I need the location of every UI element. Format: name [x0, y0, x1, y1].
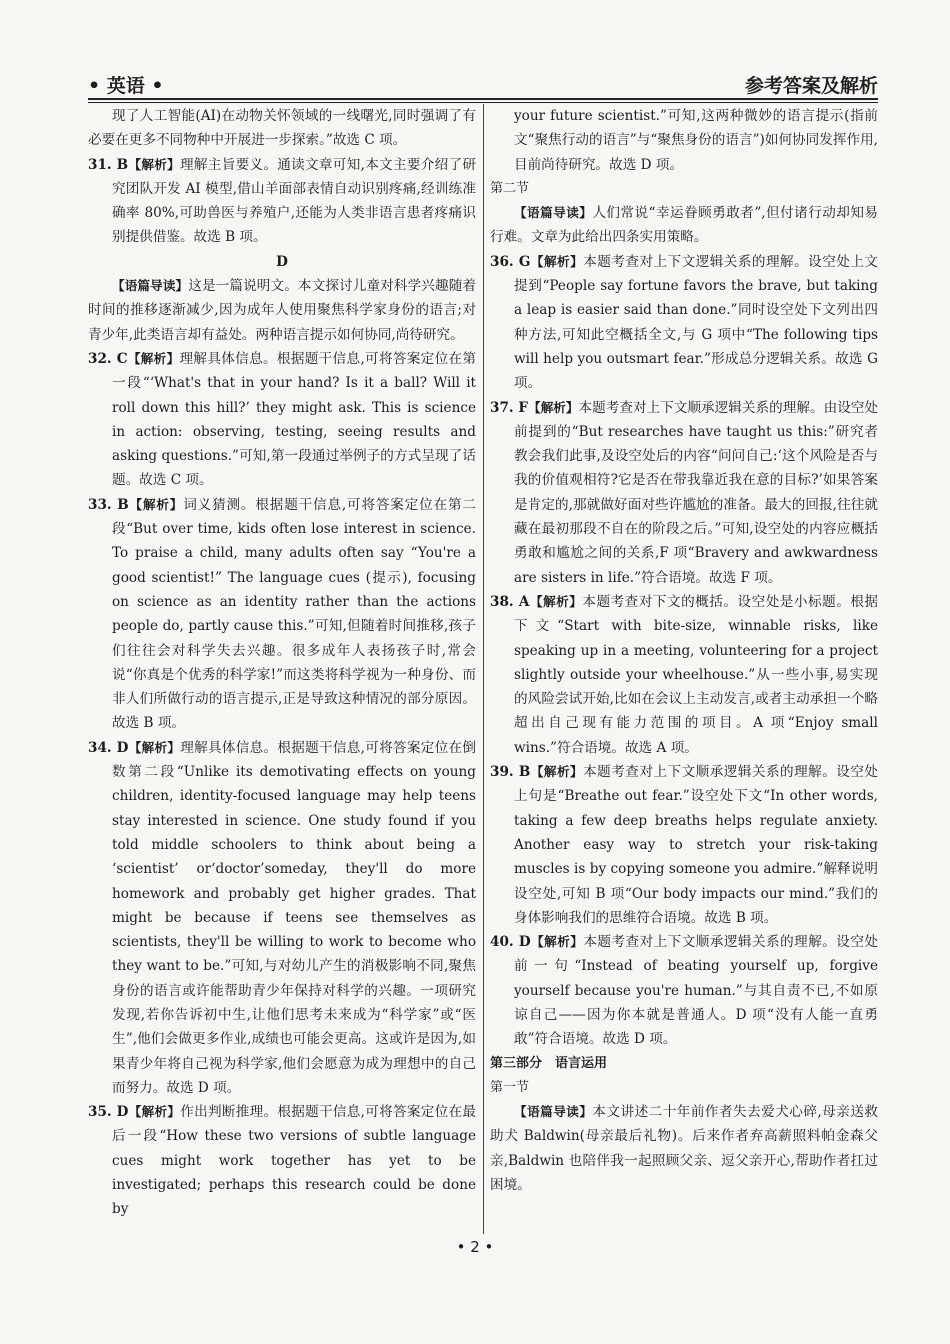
analysis-tag: 【解析】 [529, 593, 583, 609]
answer-number: 35. D [88, 1104, 129, 1121]
guide-tag: 【语篇导读】 [514, 1104, 593, 1120]
answer-number: 36. G [490, 253, 531, 270]
analysis-tag: 【解析】 [127, 350, 180, 366]
answer-text: 本题考查对上下文顺承逻辑关系的理解。设空处上句是“Breathe out fear.”设空处下文“In other words, taking a few deep breaths helps regulate anxiety. Another easy way to stretch your risk-taking muscles is by copying someone you admire.”解释说明设空处,可知 B 项“Our body impacts our mind.”我们的身体影响我们的思维符合语境。故选 B 项。 [514, 764, 879, 926]
answer-35 [88, 1100, 476, 1221]
answer-number: 34. D [88, 739, 129, 756]
answer-number: 39. B [490, 764, 531, 781]
answer-text: 理解具体信息。根据题干信息,可将答案定位在倒数第二段“Unlike its demotivating effects on young children, identity-focused language may help teens stay interested in science. One study found if you told middle schoolers to think about being a ‘scientist’ or‘doctor’someday, they'll do more homework and probably get higher grades. That might be because if teens see themselves as scientists, they'll be willing to work to become who they want to be.”可知,与对幼儿产生的消极影响不同,聚焦身份的语言或许能帮助青少年保持对科学的兴趣。一项研究发现,若你告诉初中生,让他们思考未来成为“科学家”或“医生”,他们会做更多作业,成绩也可能会更高。这或许是因为,如果青少年将自己视为科学家,他们会愿意为成为理想中的自己而努力。故选 D 项。 [112, 739, 477, 1096]
guide-tag: 【语篇导读】 [514, 205, 593, 221]
answer-text: 作出判断推理。根据题干信息,可将答案定位在最后一段“How these two versions of subtle language cues might work together has yet to be investigated; perhaps this research could be done by [112, 1104, 477, 1218]
continued-answer-30: 现了人工智能(AI)在动物关怀领域的一线曙光,同时强调了有必要在更多不同物种中开展进一步探索。”故选 C 项。 [88, 108, 476, 149]
guide-text: 这是一篇说明文。本文探讨儿童对科学兴趣随着时间的推移逐渐减少,因为成年人使用聚焦科学家身份的语言;对青少年,此类语言却有益处。两种语言提示如何协同,尚待研究。 [88, 278, 477, 343]
page-number: • 2 • [456, 1238, 494, 1256]
header-rule [88, 98, 878, 100]
answer-text: 本题考查对下文的概括。设空处是小标题。根据下文“Start with bite-size, winnable risks, like speaking up in a meeting, volunteering for a project slightly outside your wheelhouse.”从一些小事,易实现的风险尝试开始,比如在会议上主动发言,或者主动承担一个略超出自己现有能力范围的项目。A 项“Enjoy small wins.”符合语境。故选 A 项。 [514, 593, 879, 756]
guide-text: 本文讲述二十年前作者失去爱犬心碎,母亲送救助犬 Baldwin(母亲最后礼物)。后来作者弃高薪照料帕金森父亲,Baldwin 也陪伴我一起照顾父亲、逗父亲开心,帮助作者扛过困境。 [490, 1104, 878, 1194]
subject-label: • 英语 • [88, 75, 164, 97]
analysis-tag: 【解析】 [528, 399, 579, 415]
header-title: 参考答案及解析 [744, 75, 878, 97]
section-heading-1: 第一节 [490, 1079, 530, 1095]
section-heading-2: 第二节 [490, 180, 530, 196]
answer-38 [490, 590, 878, 760]
analysis-tag: 【解析】 [128, 156, 181, 172]
right-column [490, 104, 878, 1197]
page-header [88, 70, 878, 98]
analysis-tag: 【解析】 [128, 496, 184, 512]
analysis-tag: 【解析】 [530, 253, 584, 269]
analysis-tag: 【解析】 [128, 1104, 181, 1120]
answer-text: 词义猜测。根据题干信息,可将答案定位在第二段“But over time, kids often lose interest in science. To praise a child, many adults often say “You're a good scientist!” The language cues (提示), focusing on science as an identity rather than the actions people do, partly cause this.”可知,但随着时间推移,孩子们往往会对科学失去兴趣。很多成年人表扬孩子时,常会说“你真是个优秀的科学家!”而这类将科学视为一种身份、而非人们所做行动的语言提示,正是导致这种情况的部分原因。故选 B 项。 [112, 496, 477, 732]
answer-number: 37. F [490, 399, 529, 416]
section-heading-d: D [276, 253, 288, 270]
answer-text: 理解具体信息。根据题干信息,可将答案定位在第一段“‘What's that in your hand? Is it a ball? Will it roll down this hill?’ they might ask. This is science in action: observing, testing, seeing results and asking questions.”可知,第一段通过举例子的方式呈现了话题。故选 C 项。 [112, 350, 477, 489]
analysis-tag: 【解析】 [128, 739, 181, 755]
left-column [88, 104, 476, 1222]
passage-guide-d [88, 274, 476, 347]
answer-36 [490, 250, 878, 396]
answer-text: 本题考查对上下文逻辑关系的理解。设空处上文提到“People say fortune favors the brave, but taking a leap is easier said than done.”同时设空处下文列出四种方法,可知此空概括全文,与 G 项中“The following tips will help you outsmart fear.”形成总分逻辑关系。故选 G 项。 [514, 253, 879, 392]
continued-answer-35: your future scientist.”可知,这两种微妙的语言提示(指前文“聚焦行动的语言”与“聚焦身份的语言”)如何协同发挥作用,目前尚待研究。故选 D 项。 [514, 108, 878, 173]
answer-39 [490, 760, 878, 930]
answer-text: 本题考查对上下文顺承逻辑关系的理解。由设空处前提到的“But researches have taught us this:”研究者教会我们此事,及设空处后的内容“问问自己:‘这个风险是否与我的价值观相符?它是否在带我靠近我在意的目标?’如果答案是肯定的,那就做好面对些许尴尬的准备。最大的回报,往往就藏在最初那段不自在的阶段之后。”可知,设空处的内容应概括勇敢和尴尬之间的关系,F 项“Bravery and awkwardness are sisters in life.”符合语境。故选 F 项。 [514, 399, 879, 586]
answer-number: 33. B [88, 496, 129, 513]
answer-number: 38. A [490, 593, 530, 610]
answer-40 [490, 930, 878, 1051]
answer-31 [88, 153, 476, 250]
column-divider [483, 104, 484, 1234]
part-heading-3: 第三部分 语言运用 [490, 1055, 608, 1071]
answer-37 [490, 396, 878, 590]
analysis-tag: 【解析】 [530, 764, 584, 780]
analysis-tag: 【解析】 [530, 934, 584, 950]
answer-number: 32. C [88, 350, 128, 367]
answer-34 [88, 736, 476, 1100]
header-rule-thin [88, 102, 878, 103]
answer-number: 31. B [88, 156, 129, 173]
answer-33 [88, 493, 476, 736]
guide-tag: 【语篇导读】 [112, 278, 189, 294]
passage-guide-2 [490, 201, 878, 250]
answer-32 [88, 347, 476, 493]
answer-text: 本题考查对上下文顺承逻辑关系的理解。设空处前一句“Instead of beating yourself up, forgive yourself because you're human.”与其自责不已,不如原谅自己——因为你本就是普通人。D 项“没有人能一直勇敢”符合语境。故选 D 项。 [514, 934, 879, 1048]
answer-number: 40. D [490, 934, 531, 951]
passage-guide-3 [490, 1100, 878, 1197]
answer-text: 理解主旨要义。通读文章可知,本文主要介绍了研究团队开发 AI 模型,借山羊面部表情自动识别疼痛,经训练准确率 80%,可助兽医与养殖户,还能为人类非语言患者疼痛识别提供借鉴。故选 B 项。 [112, 156, 477, 246]
guide-text: 人们常说“幸运眷顾勇敢者”,但付诸行动却知易行难。文章为此给出四条实用策略。 [490, 205, 879, 246]
